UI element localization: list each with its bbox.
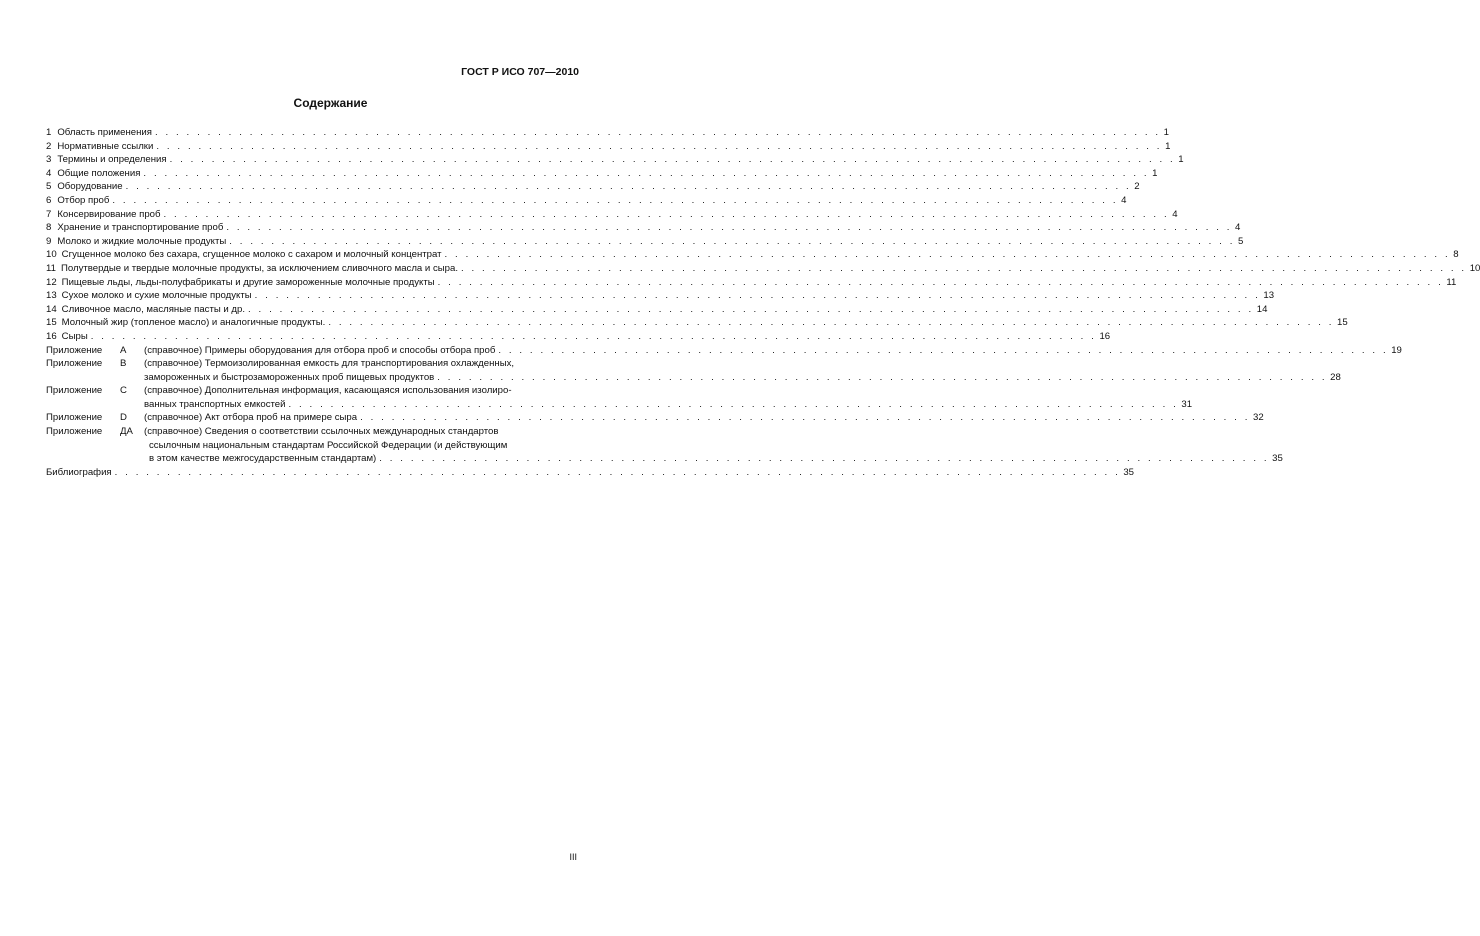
dot-leader — [112, 194, 1118, 208]
toc-entry-text: Область применения — [57, 127, 152, 138]
page-number: III — [569, 852, 577, 862]
toc-entry-page: 13 — [1263, 290, 1275, 302]
toc-entry-page: 10 — [1469, 262, 1480, 274]
appendix-title-line: ссылочным национальным стандартам Российской Федерации (и действующим — [149, 439, 508, 451]
document-code: ГОСТ Р ИСО 707—2010 — [461, 66, 579, 78]
toc-appendices — [46, 344, 1402, 466]
toc-entry-page: 28 — [1330, 371, 1341, 383]
toc-entry-section[interactable] — [46, 167, 1158, 181]
toc-entry-section[interactable] — [46, 276, 1457, 290]
toc-entry-number: 12 — [46, 276, 57, 288]
dot-leader — [91, 330, 1097, 344]
appendix-title-line: ванных транспортных емкостей — [144, 398, 286, 410]
toc-entry-text: Сливочное масло, масляные пасты и др. — [61, 303, 246, 315]
dot-leader — [437, 371, 1327, 385]
toc-entry-text: Отбор проб — [57, 194, 110, 206]
appendix-label: Приложение — [46, 426, 103, 438]
appendix-label: Приложение — [46, 385, 103, 397]
dot-leader — [126, 180, 1132, 194]
toc-entry-text: Сгущенное молоко без сахара, сгущенное молоко с сахаром и молочный концентрат — [61, 249, 442, 261]
toc-entry-number: 11 — [46, 262, 56, 274]
appendix-label: Приложение — [46, 344, 103, 356]
dot-leader — [255, 289, 1261, 303]
toc-entry-number: 14 — [46, 303, 57, 315]
toc-entry-appendix[interactable] — [46, 384, 1193, 411]
dot-leader — [445, 248, 1451, 262]
toc-entry-number: 15 — [46, 317, 57, 329]
toc-entry-number: 7 — [46, 208, 52, 220]
appendix-letter: D — [120, 412, 127, 424]
toc-entry-section[interactable] — [46, 126, 1170, 140]
toc-entry-page: 4 — [1235, 222, 1241, 234]
toc-entry-text: Сухое молоко и сухие молочные продукты — [61, 290, 252, 302]
toc-entry-page: 1 — [1165, 140, 1171, 152]
toc-entry-text: Нормативные ссылки — [57, 140, 154, 152]
toc-entry-page: 11 — [1446, 276, 1457, 288]
toc-entry-page: 4 — [1172, 208, 1178, 220]
toc-entry-page: 15 — [1337, 317, 1348, 329]
dot-leader — [360, 411, 1250, 425]
toc-entry-text: Молочный жир (топленое масло) и аналогичные продукты. — [61, 317, 326, 329]
toc-entry-section[interactable] — [46, 262, 1480, 276]
toc-entry-page: 35 — [1123, 466, 1135, 478]
toc-entry-number: 16 — [46, 330, 57, 342]
toc-entry-section[interactable] — [46, 208, 1178, 222]
toc-entry-section[interactable] — [46, 289, 1275, 303]
appendix-letter: ДА — [120, 426, 133, 438]
toc-sections — [46, 126, 1480, 344]
toc-entry-section[interactable] — [46, 180, 1140, 194]
dot-leader — [115, 466, 1121, 480]
toc-entry-page: 4 — [1121, 194, 1127, 206]
toc-entry-section[interactable] — [46, 248, 1459, 262]
toc-entry-section[interactable] — [46, 140, 1171, 154]
toc-entry-bibliography[interactable] — [46, 466, 1135, 480]
toc-entry-page: 16 — [1099, 330, 1111, 342]
toc-entry-section[interactable] — [46, 235, 1244, 249]
toc-entry-number: 3 — [46, 154, 52, 166]
toc-entry-text: Полутвердые и твердые молочные продукты, за исключением сливочного масла и сыра. — [60, 262, 458, 274]
dot-leader — [155, 126, 1161, 140]
appendix-title-line: замороженных и быстрозамороженных проб пищевых продуктов — [144, 371, 435, 383]
toc-entry-number: 13 — [46, 290, 57, 302]
toc-entry-number: 9 — [46, 235, 52, 247]
toc-entry-page: 31 — [1181, 398, 1193, 410]
toc-entry-number: 2 — [46, 140, 52, 152]
toc-entry-number: 1 — [46, 127, 52, 138]
appendix-title-line: (справочное) Акт отбора проб на примере сыра — [144, 412, 358, 424]
toc-entry-text: Сыры — [61, 330, 88, 342]
toc-entry-number: 8 — [46, 222, 52, 234]
toc-entry-section[interactable] — [46, 153, 1184, 167]
toc-entry-appendix[interactable] — [46, 411, 1264, 425]
toc-entry-text: Термины и определения — [57, 154, 167, 166]
toc-entry-number: 10 — [46, 249, 57, 261]
dot-leader — [170, 153, 1176, 167]
dot-leader — [498, 344, 1388, 358]
toc-entry-page: 14 — [1256, 303, 1268, 315]
appendix-title-line: в этом качестве межгосударственным стандартам) — [149, 453, 377, 465]
toc-entry-text: Библиография — [46, 466, 112, 478]
appendix-letter: В — [120, 358, 127, 370]
dot-leader — [328, 316, 1334, 330]
toc-entry-page: 1 — [1178, 154, 1184, 166]
toc-entry-appendix[interactable] — [46, 357, 1341, 384]
dot-leader — [229, 235, 1235, 249]
dot-leader — [143, 167, 1149, 181]
toc-entry-section[interactable] — [46, 330, 1111, 344]
table-of-contents — [46, 126, 1480, 479]
toc-entry-page: 32 — [1252, 412, 1264, 424]
toc-entry-number: 6 — [46, 194, 52, 206]
appendix-title-line: (справочное) Дополнительная информация, касающаяся использования изолиро- — [144, 385, 512, 397]
appendix-letter: А — [120, 344, 127, 356]
appendix-title-line: (справочное) Сведения о соответствии ссылочных международных стандартов — [144, 426, 499, 438]
toc-entry-page: 8 — [1453, 249, 1459, 261]
toc-entry-page: 1 — [1163, 127, 1170, 138]
toc-entry-appendix[interactable] — [46, 344, 1402, 358]
appendix-label: Приложение — [46, 358, 103, 370]
toc-entry-appendix[interactable] — [46, 425, 1283, 466]
toc-entry-number: 5 — [46, 181, 52, 193]
dot-leader — [289, 398, 1179, 412]
appendix-letter: С — [120, 385, 127, 397]
dot-leader — [379, 452, 1269, 466]
toc-entry-section[interactable] — [46, 194, 1127, 208]
appendix-label: Приложение — [46, 412, 103, 424]
page-title: Содержание — [293, 96, 368, 110]
dot-leader — [248, 303, 1254, 317]
dot-leader — [226, 221, 1232, 235]
toc-entry-page: 2 — [1134, 181, 1140, 193]
toc-entry-text: Пищевые льды, льды-полуфабрикаты и другие замороженные молочные продукты — [61, 276, 435, 288]
toc-entry-section[interactable] — [46, 221, 1241, 235]
toc-entry-section[interactable] — [46, 303, 1268, 317]
dot-leader — [164, 208, 1170, 222]
toc-entry-text: Молоко и жидкие молочные продукты — [57, 235, 227, 247]
toc-entry-text: Общие положения — [57, 167, 141, 179]
toc-entry-text: Оборудование — [57, 181, 123, 193]
toc-entry-page: 5 — [1237, 235, 1244, 247]
toc-entry-page: 35 — [1272, 453, 1283, 465]
toc-entry-section[interactable] — [46, 316, 1348, 330]
toc-entry-page: 19 — [1391, 344, 1402, 356]
dot-leader — [461, 262, 1467, 276]
toc-entry-page: 1 — [1152, 167, 1158, 179]
dot-leader — [438, 276, 1444, 290]
appendix-title-line: (справочное) Термоизолированная емкость для транспортирования охлажденных, — [144, 358, 515, 370]
appendix-title-line: (справочное) Примеры оборудования для отбора проб и способы отбора проб — [144, 344, 496, 356]
toc-entry-text: Консервирование проб — [57, 208, 161, 220]
toc-entry-number: 4 — [46, 167, 52, 179]
toc-entry-text: Хранение и транспортирование проб — [57, 222, 224, 234]
dot-leader — [156, 140, 1162, 154]
